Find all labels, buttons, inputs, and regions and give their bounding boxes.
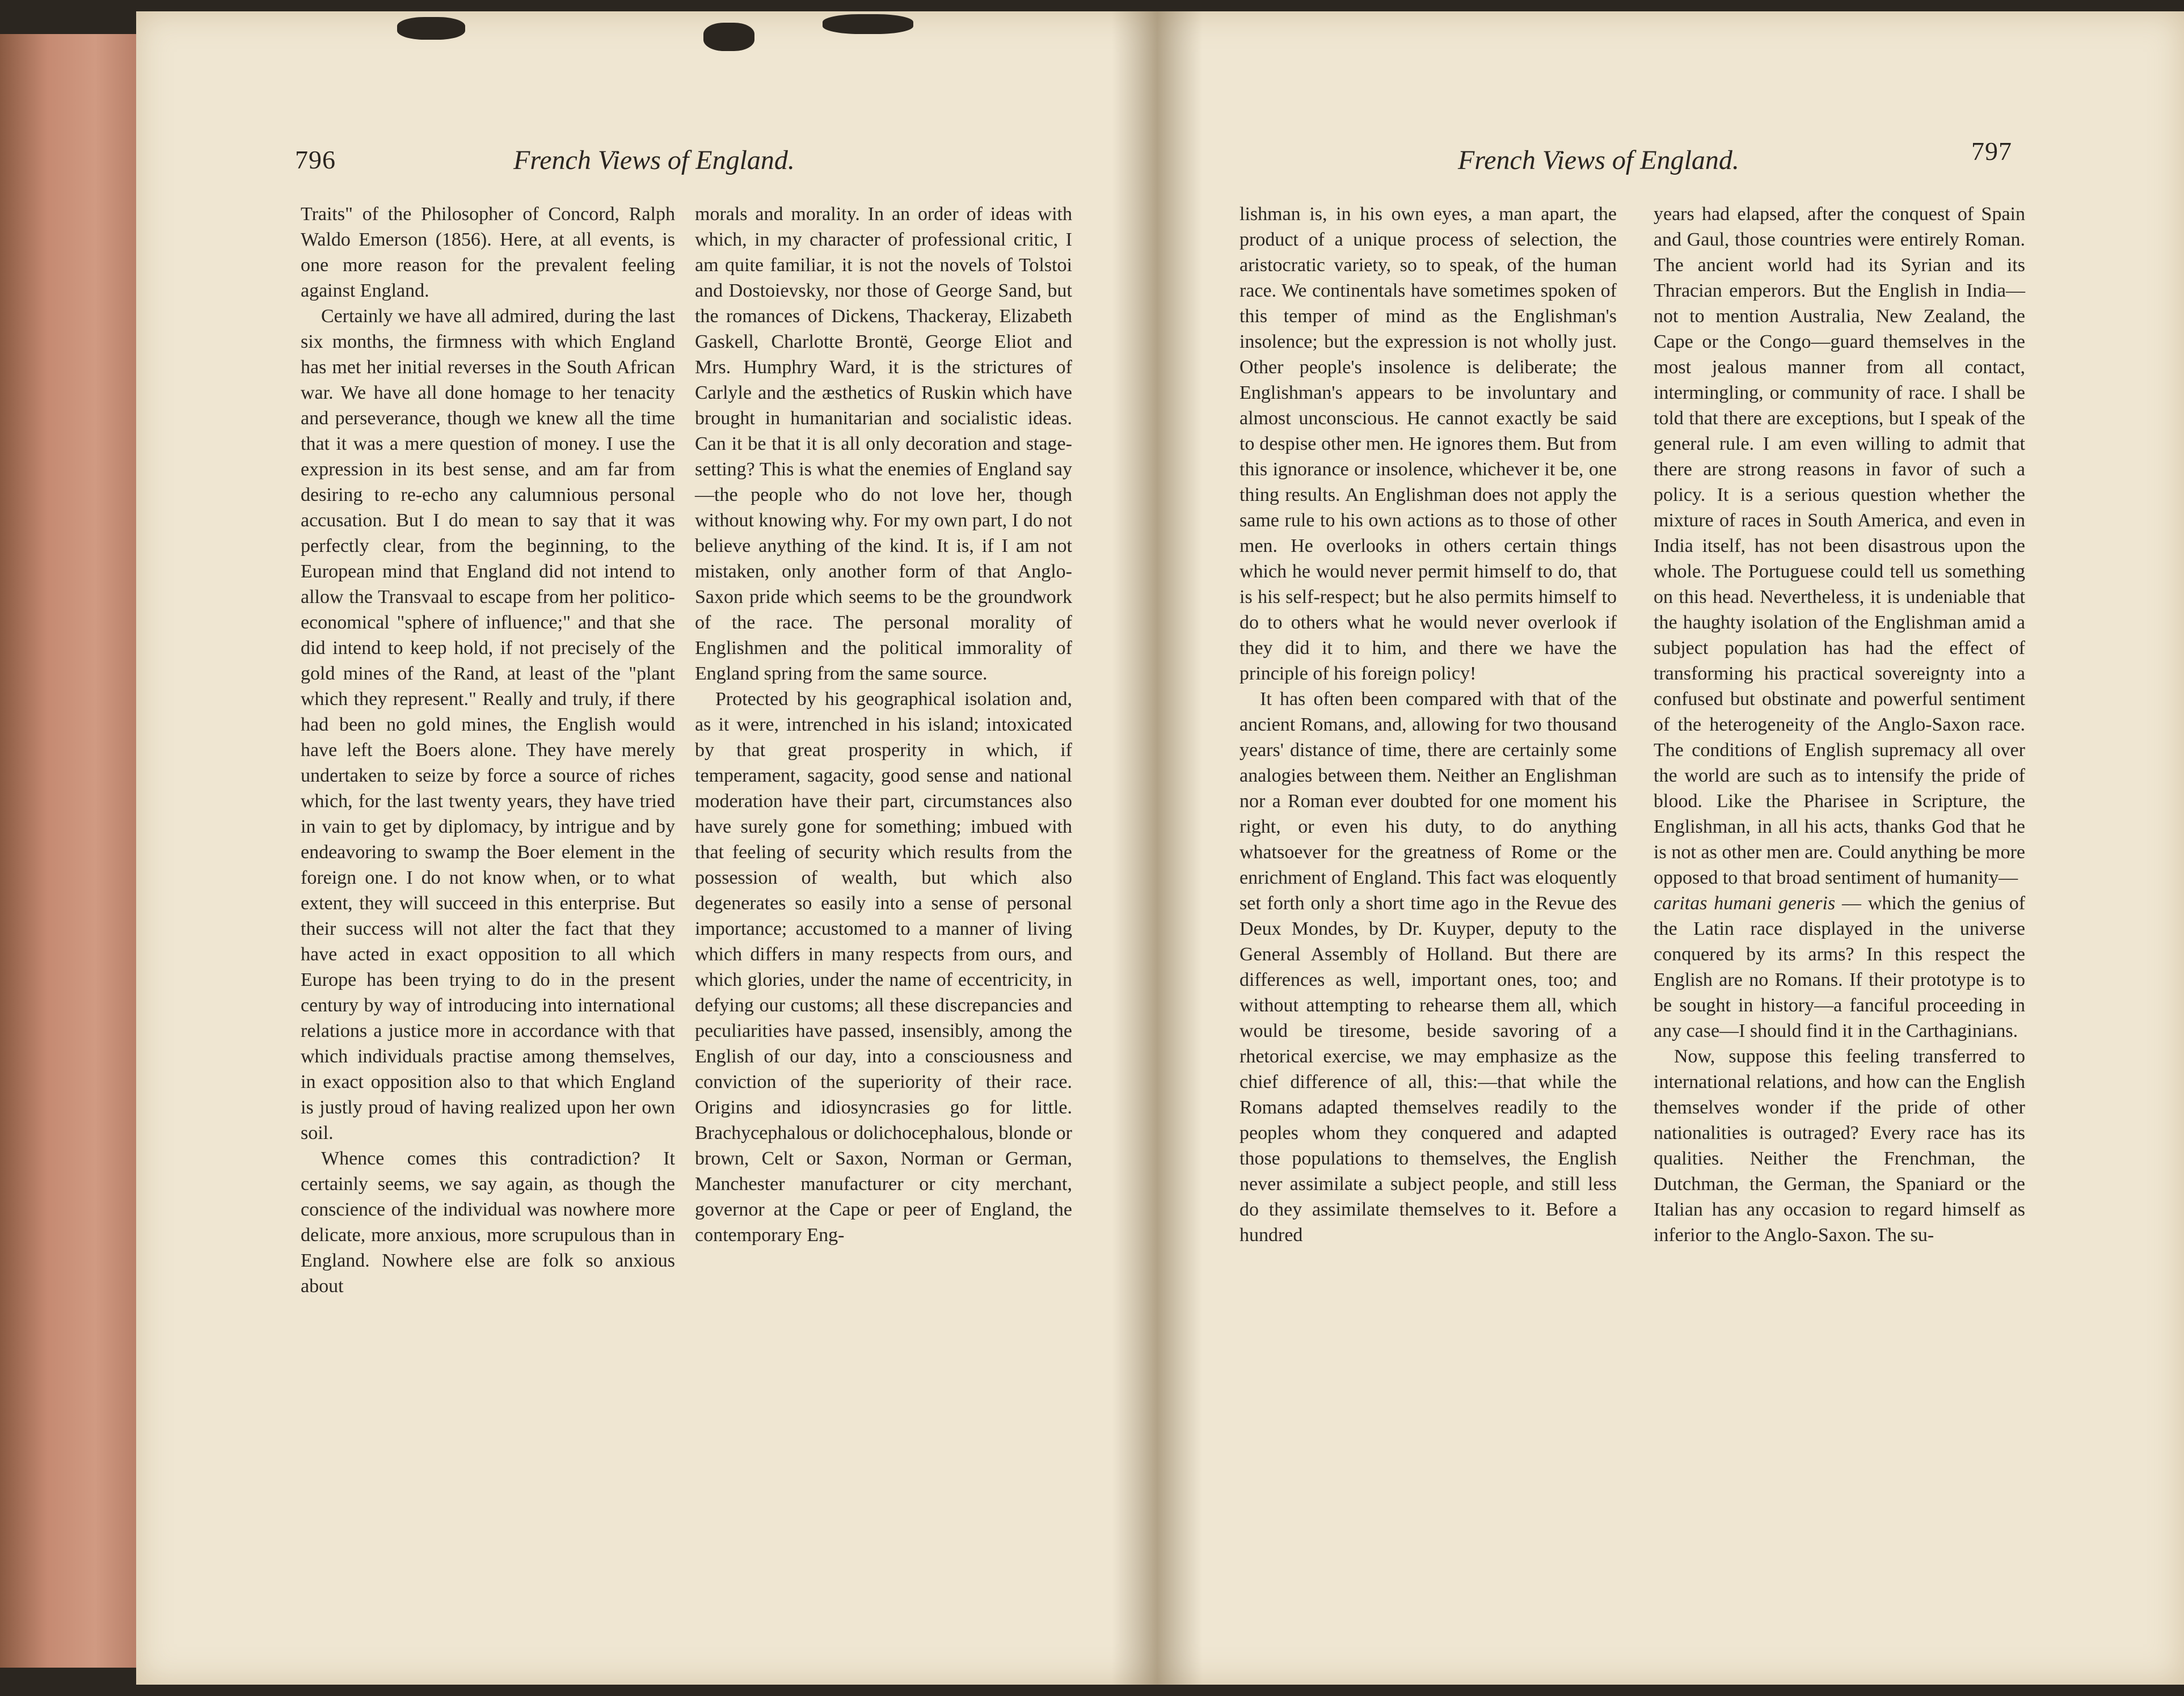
left-page-header xyxy=(295,145,336,175)
right-page-header xyxy=(1971,136,2012,166)
torn-edge-mark xyxy=(397,17,465,40)
torn-edge-mark xyxy=(703,23,754,51)
text-column-2 xyxy=(695,201,1072,1248)
paragraph: Traits" of the Philosopher of Concord, Ralph Waldo Emerson (1856). Here, at all events, is one more reason for the prevalent feeling against England. xyxy=(301,204,675,301)
left-running-title xyxy=(513,145,795,176)
paragraph-continuation: — which the genius of the Latin race displayed in the universe conquered by its arms? In this respect the English are no Romans. If their prototype is to be sought in history—a fanciful proceeding in any case—I should find it in the Carthaginians. xyxy=(1654,893,2026,1041)
paragraph: morals and morality. In an order of ideas with which, in my character of professional critic, I am quite familiar, it is not the novels of Tolstoi and Dostoievsky, nor those of George Sand, but the romances of Dickens, Thackeray, Elizabeth Gaskell, Charlotte Brontë, George Eliot and Mrs. Humphry Ward, it is the strictures of Carlyle and the æsthetics of Ruskin which have brought in humanitarian and socialistic ideas. Can it be that it is all only decoration and stage-setting? This is what the enemies of England say—the people who do not love her, though without knowing why. For my own part, I do not believe anything of the kind. It is, if I am not mistaken, only another form of that Anglo-Saxon pride which seems to be the groundwork of the race. The personal morality of Englishmen and the political immorality of England spring from the same source. xyxy=(695,204,1072,684)
left-page-number: 796 xyxy=(295,145,336,174)
text-column-4 xyxy=(1654,201,2025,1248)
paragraph: Whence comes this contradiction? It certainly seems, we say again, as though the conscience of the individual was nowhere more delicate, more anxious, more scrupulous than in England. Nowhere else are folk so anxious about xyxy=(301,1148,675,1297)
book-cover-edge xyxy=(0,34,136,1668)
right-running-title-text: French Views of England. xyxy=(1458,145,1739,175)
paragraph: It has often been compared with that of the ancient Romans, and, allowing for two thousand years' distance of time, there are certainly some analogies between them. Neither an Englishman nor a Roman ever doubted for one moment his right, or even his duty, to do anything whatsoever for the greatness of Rome or the enrichment of England. This fact was eloquently set forth only a short time ago in the Revue des Deux Mondes, by Dr. Kuyper, deputy to the General Assembly of Holland. But there are differences as well, important ones, too; and without attempting to rehearse them all, which would be tiresome, beside savoring of a rhetorical exercise, we may emphasize as the chief difference of all, this:—that while the Romans adapted themselves readily to the peoples whom they conquered and adapted those populations to themselves, the English never assimilate a subject people, and still less do they assimilate themselves to it. Before a hundred xyxy=(1239,689,1617,1246)
text-column-1 xyxy=(301,201,675,1299)
left-running-title-text: French Views of England. xyxy=(513,145,795,175)
paragraph: years had elapsed, after the conquest of Spain and Gaul, those countries were entirely Roman. The ancient world had its Syrian and its Thracian emperors. But the English in India—not to mention Australia, New Zealand, the Cape or the Congo—guard themselves in the most jealous manner from all contact, intermingling, or community of race. I shall be told that there are exceptions, but I speak of the general rule. I am even willing to admit that there are strong reasons in favor of such a policy. It is a serious question whether the mixture of races in South America, and even in India itself, has not been disastrous upon the whole. The Portuguese could tell us something on this head. Nevertheless, it is undeniable that the haughty isolation of the Englishman amid a subject population has had the effect of transforming his practical sovereignty into a confused but obstinate and powerful sentiment of the heterogeneity of the Anglo-Saxon race. The conditions of English supremacy all over the world are such as to intensify the pride of blood. Like the Pharisee in Scripture, the Englishman, in all his acts, thanks God that he is not as other men are. Could anything be more opposed to that broad sentiment of humanity— xyxy=(1654,204,2025,888)
torn-edge-mark xyxy=(823,14,913,34)
right-running-title xyxy=(1458,145,1739,176)
text-column-3 xyxy=(1239,201,1617,1248)
latin-phrase: caritas humani generis xyxy=(1654,893,1836,914)
book-gutter xyxy=(1112,11,1203,1685)
paragraph: Certainly we have all admired, during the last six months, the firmness with which England has met her initial reverses in the South African war. We have all done homage to her tenacity and perseverance, though we knew all the time that it was a mere question of money. I use the expression in its best sense, and am far from desiring to re-echo any calumnious personal accusation. But I do mean to say that it was perfectly clear, from the beginning, to the European mind that England did not intend to allow the Transvaal to escape from her politico-economical "sphere of influence;" and that she did intend to keep hold, if not precisely of the gold mines of the Rand, at least of the "plant which they represent." Really and truly, if there had been no gold mines, the English would have left the Boers alone. They have merely undertaken to seize by force a source of riches which, for the last twenty years, they have tried in vain to get by diplomacy, by intrigue and by endeavoring to swamp the Boer element in the foreign one. I do not know when, or to what extent, they will succeed in this enterprise. But their success will not alter the fact that they have acted in exact opposition to all which Europe has been trying to do in the present century by way of introducing into international relations a justice more in accordance with that which individuals practise among themselves, in exact opposition also to that which England is justly proud of having realized upon her own soil. xyxy=(301,306,675,1144)
paragraph xyxy=(1654,891,2025,1044)
right-page-number: 797 xyxy=(1971,137,2012,166)
paragraph: Protected by his geographical isolation and, as it were, intrenched in his island; intoxicated by that great prosperity in which, if temperament, sagacity, good sense and national moderation have their part, circumstances also have surely gone for something; imbued with that feeling of security which results from the possession of wealth, but which also degenerates so easily into a sense of personal importance; accustomed to a manner of living which differs in many respects from ours, and which glories, under the name of eccentricity, in defying our customs; all these discrepancies and peculiarities have passed, insensibly, among the English of our day, into a consciousness and conviction of the superiority of their race. Origins and idiosyncrasies go for little. Brachycephalous or dolichocephalous, blonde or brown, Celt or Saxon, Norman or German, Manchester manufacturer or city merchant, governor at the Cape or peer of England, the contemporary Eng- xyxy=(695,689,1072,1246)
paragraph: Now, suppose this feeling transferred to international relations, and how can the English themselves wonder if the pride of other nationalities is outraged? Every race has its qualities. Neither the Frenchman, the Dutchman, the German, the Spaniard or the Italian has any occasion to regard himself as inferior to the Anglo-Saxon. The su- xyxy=(1654,1046,2025,1246)
paragraph: lishman is, in his own eyes, a man apart, the product of a unique process of selection, the aristocratic variety, so to speak, of the human race. We continentals have sometimes spoken of this temper of mind as the Englishman's insolence; but the expression is not wholly just. Other people's insolence is deliberate; the Englishman's appears to be involuntary and almost unconscious. He cannot exactly be said to despise other men. He ignores them. But from this ignorance or insolence, whichever it be, one thing results. An Englishman does not apply the same rule to his own actions as to those of other men. He overlooks in others certain things which he would never permit himself to do, that is his self-respect; but he also permits himself to do to others what he would never overlook if they did it to him, and there we have the principle of his foreign policy! xyxy=(1239,204,1617,684)
